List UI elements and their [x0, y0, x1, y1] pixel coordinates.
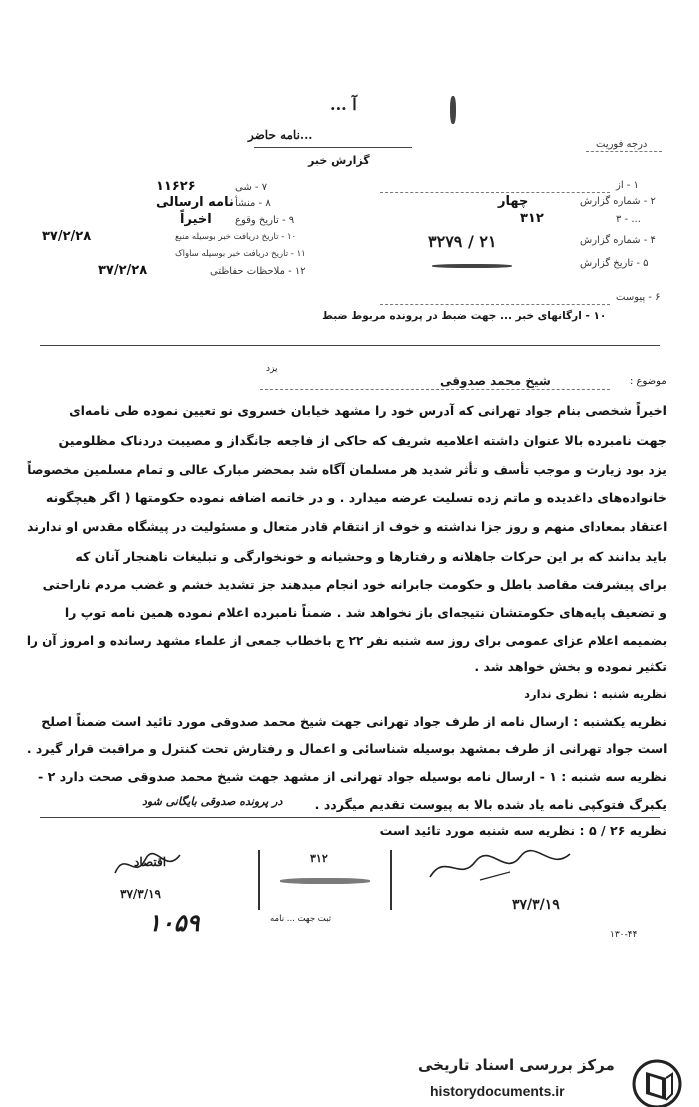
field-value: ۳۲۷۹ / ۲۱: [428, 232, 497, 251]
right-signature: [420, 842, 580, 892]
subject-label: موضوع :: [630, 376, 667, 387]
doc-code: ۱۳۰-۴۴: [610, 930, 638, 940]
field-label: ۱۰ - تاریخ دریافت خبر بوسیله منبع: [175, 232, 297, 242]
field-value: ۳۱۲: [520, 211, 544, 226]
body-line: تکثیر نموده و بخش خواهد شد .: [474, 659, 667, 674]
body-line: برای پیشرفت مقاصد باطل و حکومت جابرانه خود انجام میدهند جز تشدید خشم و غضب مردم ناراحتی: [42, 577, 667, 592]
left-fields: [42, 179, 335, 287]
field-label: ۱۲ - ملاحظات حفاظتی: [210, 266, 306, 277]
opinion-line: نظریه ۲۶ / ۵ : نظریه سه شنبه مورد تائید است: [379, 823, 667, 838]
field-label: ۴ - شماره گزارش: [580, 235, 656, 246]
center-caption: ثبت جهت ... نامه: [270, 914, 332, 924]
archive-website: historydocuments.ir: [430, 1083, 565, 1099]
left-number: ۱۰۵۹: [148, 908, 200, 937]
right-date: ۳۷/۳/۱۹: [512, 897, 560, 913]
top-scribble: آ ...: [330, 95, 357, 114]
ink-mark: [450, 96, 456, 124]
opinion-line: یکبرگ فتوکپی نامه یاد شده بالا به پیوست تقدیم میگردد .: [314, 797, 667, 812]
body-line: اعتقاد بمعاد‌ای منهم و روز جزا نداشته و خوف از انتقام قادر متعال و مسئولیت در پیشگاه مقدس او ندارند: [26, 519, 667, 534]
field-value: نامه ارسالی: [156, 195, 234, 210]
body-line: خانواده‌های داغدیده و ماتم زده تسلیت عرضه میدارد . و در خاتمه اضافه نموده حکومتها ( اگر هیچگونه: [45, 490, 667, 505]
right-fields: [380, 180, 670, 330]
field-label: ۹ - تاریخ وقوع: [235, 215, 295, 226]
field-value: ۳۷/۲/۲۸: [42, 229, 92, 244]
left-signature-name: اقتصاد: [134, 855, 167, 869]
body-line: یزد بود زیارت و موجب تأسف و تأثر شدید هر مسلمان آگاه شد بمحضر مبارک عالی و تمام مسلمین مخصوصاً: [27, 462, 667, 477]
report-title: گزارش خبر: [308, 154, 370, 167]
opinion-line: نظریه یکشنبه : ارسال نامه از طرف جواد تهرانی جهت شیخ محمد صدوقی مورد تائید است ضمناً اصلح: [41, 714, 667, 729]
field-label: ۶ - پیوست: [616, 292, 661, 303]
opinion-line: است جواد تهرانی از طرف بمشهد بوسیله شناسائی و اعمال و رفتارش تحت کنترل و مراقبت قرار گیرد .: [26, 741, 667, 756]
archive-logo-icon: [632, 1058, 682, 1107]
body-line: اخیراً شخصی بنام جواد تهرانی که آدرس خود را مشهد خیابان خسروی نو تعیین نموده طی نامه‌ای: [69, 403, 667, 418]
center-number: ۳۱۲: [310, 852, 328, 865]
field-label: ۷ - شی: [235, 182, 268, 193]
note-rule: [40, 817, 660, 818]
scribble-mark: [432, 264, 512, 268]
stamp-mark: [280, 878, 370, 884]
header-rule: [254, 147, 412, 148]
field-dots: [380, 192, 610, 193]
archive-org-name: مرکز بررسی اسناد تاریخی: [418, 1056, 615, 1074]
field-value: چهار: [498, 194, 529, 209]
field-label: ۲ - شماره گزارش: [580, 196, 656, 207]
field-value: ۳۷/۲/۲۸: [98, 263, 148, 278]
field-value: ۱۱۶۲۶: [156, 179, 196, 194]
handwritten-note: در پرونده صدوقی بایگانی شود: [142, 795, 283, 808]
distribution-line: ۱۰ - ارگانهای خبر ... جهت ضبط در پرونده مربوط ضبط: [322, 310, 607, 322]
opinion-line: نظریه شنبه : نظری ندارد: [524, 687, 667, 701]
subject-dots: [260, 389, 610, 390]
center-stamp: [258, 850, 392, 910]
body-line: جهت نامبرده بالا عنوان داشته اعلامیه شریف که حاکی از فاجعه جانگداز و مصیبت دردناک مظلومین: [58, 433, 667, 448]
body-line: بضمیمه اعلام عزای عمومی برای روز سه شنبه نفر ۲۲ ج باخطاب جمعی از علماء مشهد رسانده و امروز آن را: [26, 633, 667, 648]
field-label: ۵ - تاریخ گزارش: [580, 258, 649, 269]
left-date: ۳۷/۳/۱۹: [120, 887, 161, 901]
subject-value: شیخ محمد صدوقی: [440, 374, 551, 388]
margin-note: یزد: [266, 364, 278, 374]
field-label: ۱ - از: [616, 180, 639, 191]
archive-footer: [0, 1020, 699, 1107]
section-rule: [40, 345, 660, 346]
classification-dots: [586, 151, 662, 152]
field-value: اخیراً: [180, 212, 212, 227]
field-label: ۸ - منشأ: [235, 198, 271, 209]
classification-label: درجه فوریت: [596, 139, 648, 150]
field-dots: [380, 304, 610, 305]
agency-line: ...نامه حاضر: [248, 128, 313, 142]
body-line: و تضعیف پایه‌های حکومتشان نتیجه‌ای باز نخواهد شد . ضمناً نامبرده اعلام نموده همین نامه توپ را: [64, 605, 667, 620]
field-label: ۳ - ...: [616, 214, 641, 225]
body-line: باید بدانند که بر این حرکات جاهلانه و رفتارها و وحشیانه و خونخوارگی و تبلیغات ناهنجار آنان که: [75, 549, 667, 564]
field-label: ۱۱ - تاریخ دریافت خبر بوسیله ساواک: [175, 249, 306, 259]
opinion-line: نظریه سه شنبه : ۱ - ارسال نامه بوسیله جواد تهرانی از مشهد جهت شیخ محمد صدوقی صحت دارد ۲ -: [38, 769, 667, 784]
